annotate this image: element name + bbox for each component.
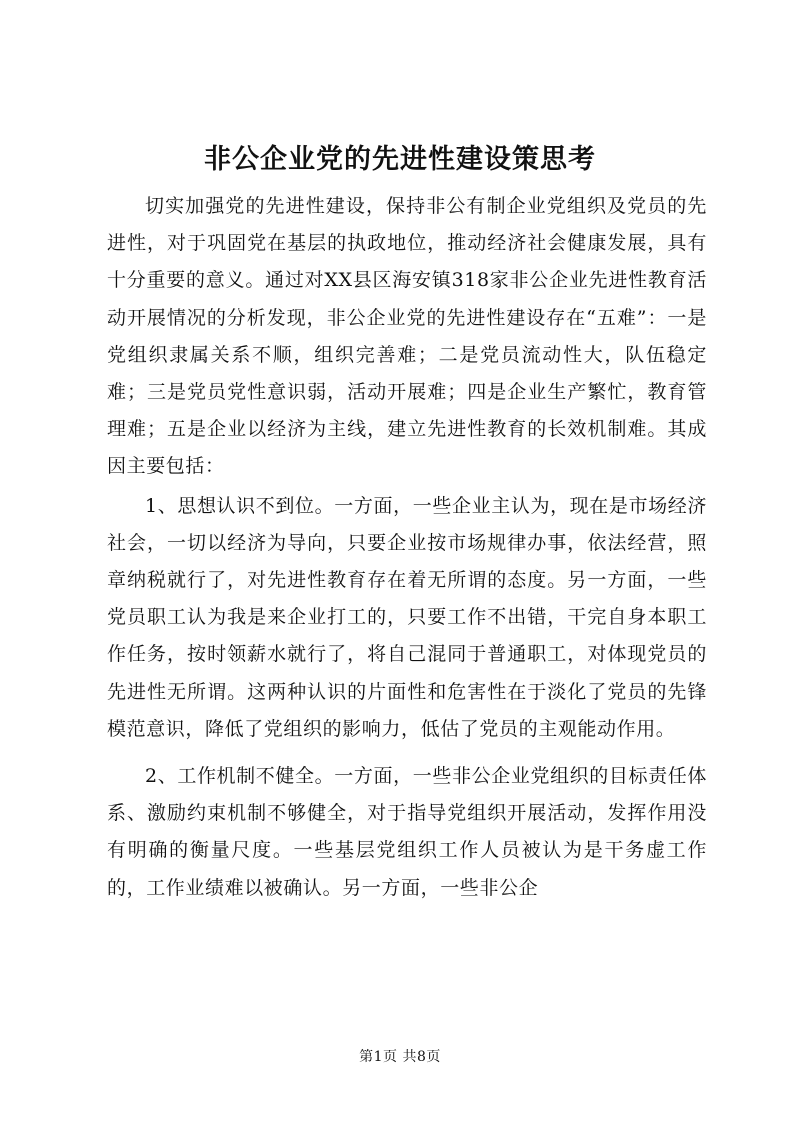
document-title: 非公企业党的先进性建设策思考 [204, 144, 596, 175]
page-footer: 第1页 共8页 [359, 1049, 441, 1065]
paragraph-intro: 切实加强党的先进性建设，保持非公有制企业党组织及党员的先进性，对于巩固党在基层的执政地位，推动经济社会健康发展，具有十分重要的意义。通过对XX县区海安镇318家非公企业先进性教育活动开展情况的分析发现，非公企业党的先进性建设存在“五难”：一是党组织隶属关系不顺，组织完善难；二是党员流动性大，队伍稳定难；三是党员党性意识弱，活动开展难；四是企业生产繁忙，教育管理难；五是企业以经济为主线，建立先进性教育的长效机制难。其成因主要包括： [107, 195, 707, 478]
paragraph-point-2: 2、工作机制不健全。一方面，一些非公企业党组织的目标责任体系、激励约束机制不够健全，对于指导党组织开展活动，发挥作用没有明确的衡量尺度。一些基层党组织工作人员被认为是干务虚工作的，工作业绩难以被确认。另一方面，一些非公企 [107, 765, 707, 899]
paragraph-point-1: 1、思想认识不到位。一方面，一些企业主认为，现在是市场经济社会，一切以经济为导向，只要企业按市场规律办事，依法经营，照章纳税就行了，对先进性教育存在着无所谓的态度。另一方面，一些党员职工认为我是来企业打工的，只要工作不出错，干完自身本职工作任务，按时领薪水就行了，将自己混同于普通职工，对体现党员的先进性无所谓。这两种认识的片面性和危害性在于淡化了党员的先锋模范意识，降低了党组织的影响力，低估了党员的主观能动作用。 [107, 494, 707, 740]
document-body [107, 188, 707, 907]
